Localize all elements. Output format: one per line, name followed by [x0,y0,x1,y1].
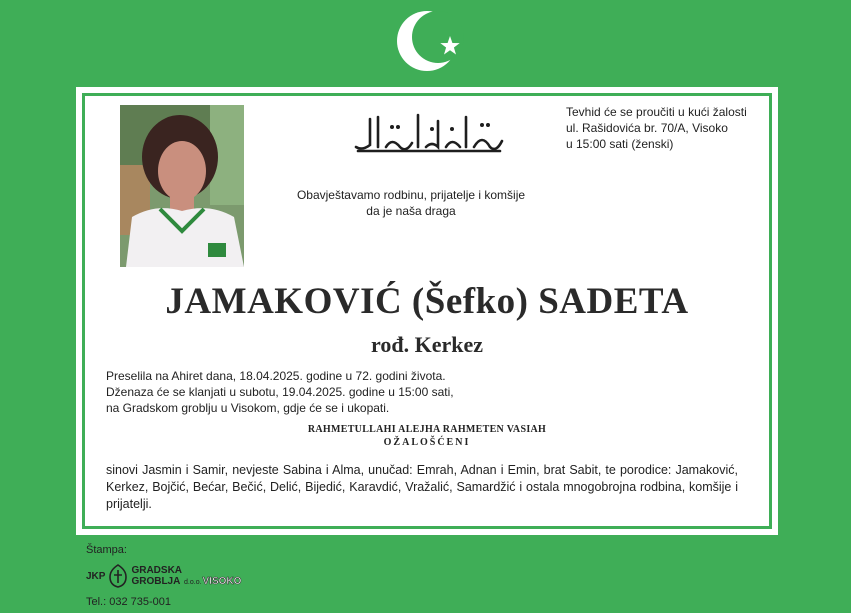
printer-name-line1: GRADSKA [131,565,183,576]
tevhid-line: Tevhid će se proučiti u kući žalosti [566,105,747,119]
tevhid-line: ul. Rašidovića br. 70/A, Visoko [566,121,728,135]
detail-line: na Gradskom groblju u Visokom, gdje će se i ukopati. [106,401,390,415]
printer-logo [86,562,241,590]
maiden-name: rođ. Kerkez [370,332,483,357]
tevhid-line: u 15:00 sati (ženski) [566,137,674,151]
mourners-heading: OŽALOŠĆENI [383,437,471,448]
intro-line: da je naša draga [366,204,456,218]
printer-city: VISOKO [202,576,242,587]
funeral-details [106,368,454,416]
arabic-calligraphy-icon [348,107,508,157]
rahmet-prayer: RAHMETULLAHI ALEJHA RAHMETEN VASIAH [307,424,547,435]
printer-name [131,565,182,587]
portrait-photo-icon [120,105,244,267]
tevhid-notice [566,104,766,152]
gradska-groblja-logo-icon [108,564,128,588]
printer-doo: d.o.o. [184,579,202,586]
printer-name-line2: GROBLJA [131,576,181,587]
detail-line: Preselila na Ahiret dana, 18.04.2025. godine u 72. godini života. [106,369,446,383]
detail-line: Dženaza će se klanjati u subotu, 19.04.2025. godine u 15:00 sati, [106,385,454,399]
notice-card [76,87,778,535]
intro-text [281,187,541,219]
jkp-label: JKP [86,570,106,582]
crescent-star-icon [393,8,473,74]
printer-phone: Tel.: 032 735-001 [86,596,172,608]
intro-line: Obavještavamo rodbinu, prijatelje i komšije [296,188,526,202]
printer-label: Štampa: [86,544,127,556]
mourners-list: sinovi Jasmin i Samir, nevjeste Sabina i Alma, unučad: Emrah, Adnan i Emin, brat Sabit, te porodice: Jamaković, Kerkez, Bojčić, Bećar, Bečić, Delić, Bijedić, Karavdić, Vražalić, Samardžić i ostala mnogobrojna rodbina, komšije i prijatelji. [106,463,738,511]
deceased-name: JAMAKOVIĆ (Šefko) SADETA [165,281,689,322]
printer-info [86,544,241,608]
